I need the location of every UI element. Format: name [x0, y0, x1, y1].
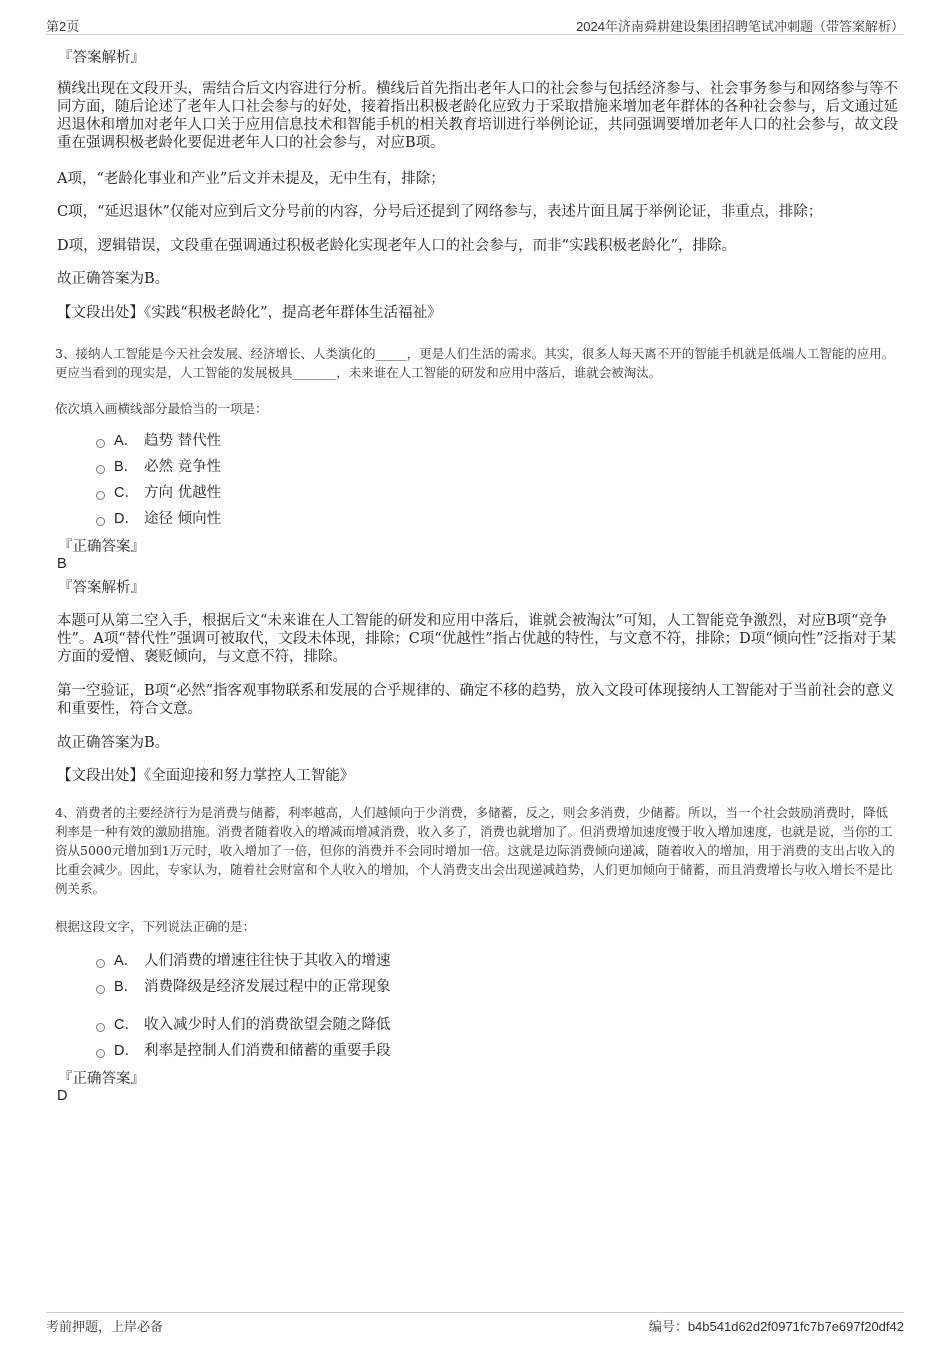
radio-icon[interactable]: [96, 1023, 105, 1032]
q4-answer-label: 『正确答案』: [58, 1071, 145, 1087]
q2-analysis-label: 『答案解析』: [58, 50, 145, 66]
page-number: 第2页: [46, 19, 80, 34]
option-text: 收入减少时人们的消费欲望会随之降低: [144, 1017, 391, 1033]
q3-instruction: 依次填入画横线部分最恰当的一项是：: [55, 401, 268, 416]
radio-icon[interactable]: [96, 1049, 105, 1058]
option-text: 方向 优越性: [144, 485, 222, 501]
q3-answer: B: [57, 556, 67, 572]
option-text: 必然 竞争性: [144, 459, 222, 475]
page-footer: [46, 1312, 904, 1335]
radio-icon[interactable]: [96, 439, 105, 448]
q3-answer-label: 『正确答案』: [58, 539, 145, 555]
q4-option-c[interactable]: [96, 1015, 391, 1035]
q2-source: 【文段出处】《实践“积极老龄化”，提高老年群体生活福祉》: [57, 305, 442, 321]
document-title: 2024年济南舜耕建设集团招聘笔试冲刺题（带答案解析）: [576, 19, 904, 34]
q2-analysis-paragraph-1: 横线出现在文段开头，需结合后文内容进行分析。横线后首先指出老年人口的社会参与包括经济参与、社会事务参与和网络参与等不同方面，随后论述了老年人口社会参与的好处，接着指出积极老龄化应致力于采取措施来增加老年群体的各种社会参与，后文通过延迟退休和增加对老年人口关于应用信息技术和智能手机的相关教育培训进行举例论证，共同强调要增加老年人口的社会参与，故文段重在强调积极老龄化要促进老年人口的社会参与，对应B项。: [57, 81, 898, 151]
option-letter: B．: [114, 459, 139, 475]
q3-option-d[interactable]: [96, 509, 221, 529]
option-letter: A．: [114, 433, 139, 449]
q3-source: 【文段出处】《全面迎接和努力掌控人工智能》: [57, 768, 355, 784]
option-letter: C．: [114, 1017, 139, 1033]
q2-analysis-paragraph-4: D项，逻辑错误，文段重在强调通过积极老龄化实现老年人口的社会参与，而非“实践积极老龄化”，排除。: [57, 238, 736, 254]
option-text: 趋势 替代性: [144, 433, 222, 449]
radio-icon[interactable]: [96, 465, 105, 474]
footer-slogan: 考前押题，上岸必备: [46, 1319, 164, 1334]
q3-option-b[interactable]: [96, 457, 221, 477]
option-letter: D．: [114, 1043, 139, 1059]
option-text: 途径 倾向性: [144, 511, 222, 527]
q3-question: 3、接纳人工智能是今天社会发展、经济增长、人类演化的_____，更是人们生活的需求。其实，很多人每天离不开的智能手机就是低端人工智能的应用。更应当看到的现实是，人工智能的发展极具_______，未来谁在人工智能的研发和应用中落后，谁就会被淘汰。: [55, 346, 895, 380]
q3-analysis-paragraph-1: 本题可从第二空入手，根据后文“未来谁在人工智能的研发和应用中落后，谁就会被淘汰”可知，人工智能竞争激烈，对应B项“竞争性”。A项“替代性”强调可被取代，文段未体现，排除；C项“优越性”指占优越的特性，与文意不符，排除；D项“倾向性”泛指对于某方面的爱憎、褒贬倾向，与文意不符，排除。: [57, 613, 897, 665]
q4-option-b[interactable]: [96, 977, 391, 997]
option-text: 人们消费的增速往往快于其收入的增速: [144, 953, 391, 969]
q4-option-d[interactable]: [96, 1041, 391, 1061]
q4-instruction: 根据这段文字，下列说法正确的是：: [55, 919, 256, 934]
option-text: 利率是控制人们消费和储蓄的重要手段: [144, 1043, 391, 1059]
radio-icon[interactable]: [96, 517, 105, 526]
page-header: [46, 14, 904, 35]
radio-icon[interactable]: [96, 491, 105, 500]
q2-analysis-paragraph-2: A项，“老龄化事业和产业”后文并未提及，无中生有，排除；: [57, 171, 445, 187]
q2-analysis-paragraph-5: 故正确答案为B。: [57, 271, 170, 287]
option-letter: C．: [114, 485, 139, 501]
q3-analysis-paragraph-3: 故正确答案为B。: [57, 735, 170, 751]
radio-icon[interactable]: [96, 959, 105, 968]
q4-answer: D: [57, 1088, 68, 1104]
q4-option-a[interactable]: [96, 951, 391, 971]
q2-analysis-paragraph-3: C项，“延迟退休”仅能对应到后文分号前的内容，分号后还提到了网络参与，表述片面且属于举例论证，非重点，排除；: [57, 204, 823, 220]
q3-option-c[interactable]: [96, 483, 221, 503]
q3-analysis-label: 『答案解析』: [58, 580, 145, 596]
q3-option-a[interactable]: [96, 431, 221, 451]
option-letter: B．: [114, 979, 139, 995]
q3-analysis-paragraph-2: 第一空验证，B项“必然”指客观事物联系和发展的合乎规律的、确定不移的趋势，放入文段可体现接纳人工智能对于当前社会的意义和重要性，符合文意。: [57, 683, 895, 717]
option-letter: A．: [114, 953, 139, 969]
option-letter: D．: [114, 511, 139, 527]
radio-icon[interactable]: [96, 985, 105, 994]
q4-question: 4、消费者的主要经济行为是消费与储蓄，利率越高，人们越倾向于少消费，多储蓄，反之，则会多消费，少储蓄。所以，当一个社会鼓励消费时，降低利率是一种有效的激励措施。消费者随着收入的增减而增减消费，收入多了，消费也就增加了。但消费增加速度慢于收入增加速度，也就是说，当你的工资从5000元增加到1万元时，收入增加了一倍，但你的消费并不会同时增加一倍。这就是边际消费倾向递减，随着收入的增加，用于消费的支出占收入的比重会减少。因此，专家认为，随着社会财富和个人收入的增加，个人消费支出会出现递减趋势，人们更加倾向于储蓄，而且消费增长与收入增长不是比例关系。: [55, 805, 895, 896]
document-code: 编号：b4b541d62d2f0971fc7b7e697f20df42: [648, 1319, 904, 1334]
option-text: 消费降级是经济发展过程中的正常现象: [144, 979, 391, 995]
